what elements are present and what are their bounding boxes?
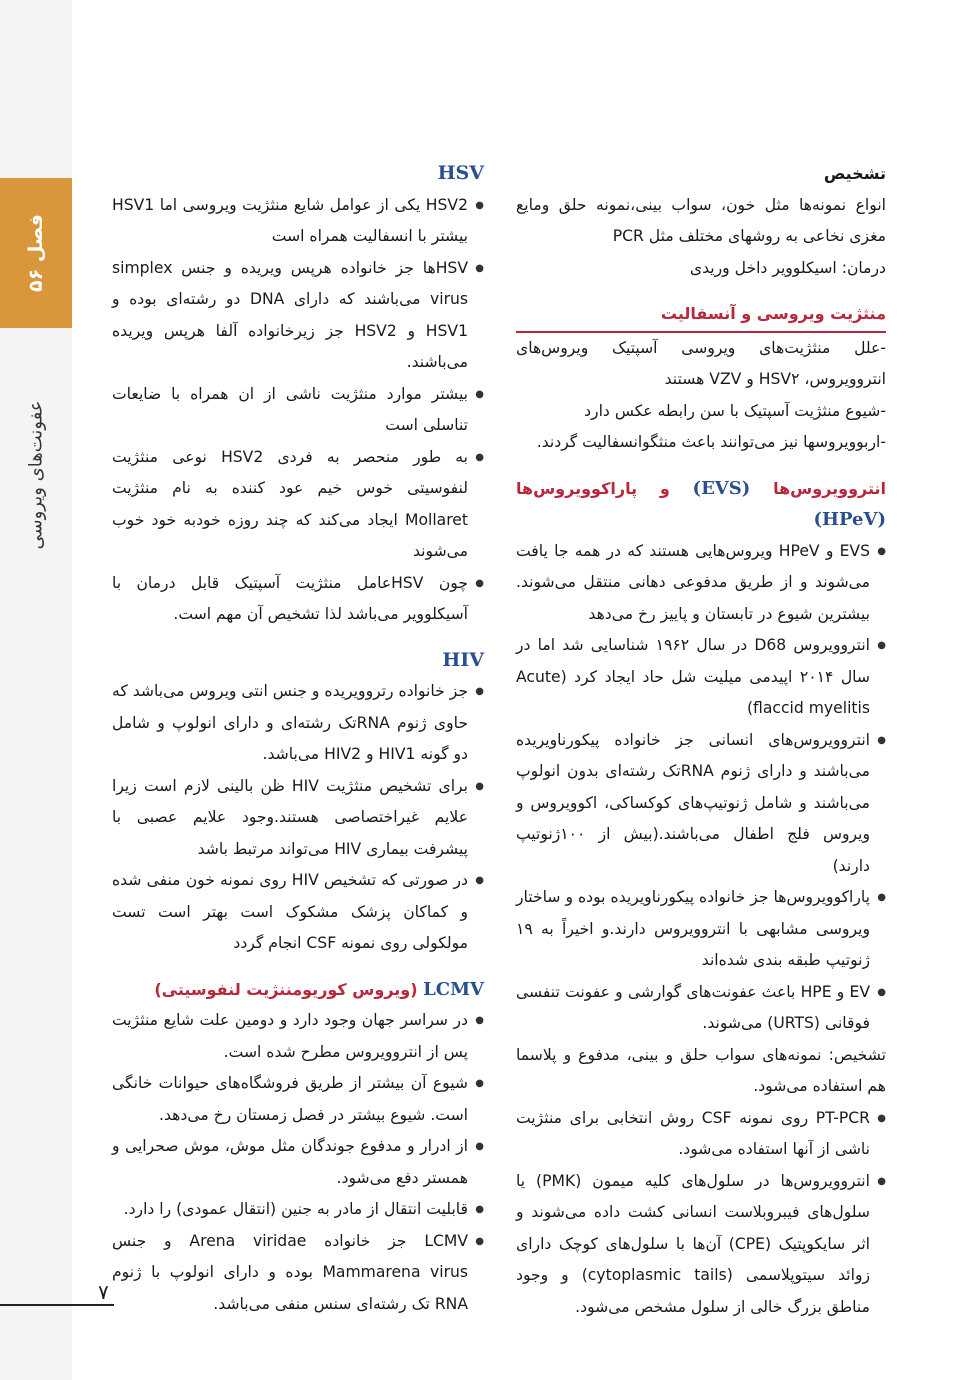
list-item: ● جز خانواده رتروویریده و جنس انتی ویروس می‌باشد که حاوی ژنوم RNAتک رشته‌ای و دارای انولوپ و شامل دو گونه HIV1 و HIV2 می‌باشد.	[112, 676, 484, 771]
list-item: ● بیشتر موارد منثژیت ناشی از ان همراه با ضایعات تناسلی است	[112, 379, 484, 442]
list-item: ● قابلیت انتقال از مادر به جنین (انتقال عمودی) را دارد.	[112, 1194, 484, 1226]
list-item: ● HSV2 یکی از عوامل شایع منثژیت ویروسی اما HSV1 بیشتر با انسفالیت همراه است	[112, 190, 484, 253]
hiv-heading: HIV	[442, 648, 484, 671]
parechovirus-heading-abbr: (HPeV)	[813, 509, 886, 530]
chapter-tab	[0, 178, 72, 328]
right-column	[516, 158, 886, 1323]
chapter-title: عفونت‌های ویروسی	[25, 400, 47, 550]
meningitis-heading: منثژیت ویروسی و آنسفالیت	[516, 298, 886, 333]
list-item: ● انترو‌ویروس‌ها در سلول‌های کلیه میمون (PMK) یا سلول‌های فیبروبلاست انسانی کشت داده می‌شوند و اثر سایکوپتیک (CPE) آن‌ها با سلول‌های کوچک دارای زوائد سیتوپلاسمی (cytoplasmic tails) و وجود مناطق بزرگ خالی از سلول مشخص می‌شود.	[516, 1166, 886, 1324]
meningitis-line: -علل منثژیت‌های ویروسی آسپتیک ویروس‌های انترو‌ویروس، HSV۲ و VZV هستند	[516, 338, 886, 388]
diagnosis-line: انواع نمونه‌ها مثل خون، سواب بینی،نمونه حلق ومایع مغزی نخاعی به روشهای مختلف مثل PCR	[516, 195, 886, 245]
enterovirus-diagnosis-note: تشخیص: نمونه‌های سواب حلق و بینی، مدفوع و پلاسما هم استفاده می‌شود.	[516, 1045, 886, 1095]
list-item: ● به طور منحصر به فردی HSV2 نوعی منثژیت لنفوسیتی خوس خیم عود کننده به نام منثژیت Mollaret ایجاد می‌کند که چند روزه خودبه خود خوب می‌شوند	[112, 442, 484, 568]
enterovirus-heading-abbr: (EVS)	[692, 477, 751, 499]
hiv-list	[112, 676, 484, 960]
list-item: ● EV و HPE باعث عفونت‌های گوارشی و عفونت تنفسی فوقانی (URTS) می‌شوند.	[516, 977, 886, 1040]
list-item: ● انترو‌ویروس D68 در سال ۱۹۶۲ شناسایی شد اما در سال ۲۰۱۴ اپیدمی میلیت شل حاد ایجاد کرد (Acute flaccid myelitis)	[516, 630, 886, 725]
parechovirus-heading-fa: و پاراکوویروس‌ها	[516, 478, 670, 498]
diagnosis-heading: تشخیص	[823, 164, 886, 183]
hsv-list	[112, 190, 484, 631]
list-item: ● انترو‌ویروس‌های انسانی جز خانواده پیکورناویریده می‌باشند و دارای ژنوم RNAتک رشته‌ای بدون انولوپ می‌باشند و شامل ژنوتیپ‌های کوکساکی، اکوویروس و ویروس فلج اطفال می‌باشند.(بیش از ۱۰۰ژنوتیپ دارند)	[516, 725, 886, 883]
list-item: ● از ادرار و مدفوع جوندگان مثل موش، موش صحرایی و همستر دفع می‌شود.	[112, 1131, 484, 1194]
list-item: ● شیوع آن بیشتر از طریق فروشگاه‌های حیوانات خانگی است. شیوع بیشتر در فصل زمستان رخ می‌دهد.	[112, 1068, 484, 1131]
page-number: ۷	[98, 1280, 109, 1304]
list-item: ● پاراکوویروس‌ها جز خانواده پیکورناویریده بوده و ساختار ویروسی مشابهی با انترو‌ویروس دارند.و اخیراً به ۱۹ ژنوتیپ طبقه بندی شده‌اند	[516, 882, 886, 977]
left-column	[112, 158, 484, 1320]
list-item: ● LCMV جز خانواده Arena viridae و جنس Mammarena virus بوده و دارای انولوپ با ژنوم RNA تک رشته‌ای سنس منفی می‌باشد.	[112, 1226, 484, 1321]
list-item: ● چون HSVعامل منثژیت آسپتیک قابل درمان با آسیکلوویر می‌باشد لذا تشخیص آن مهم است.	[112, 568, 484, 631]
list-item: ● PT-PCR روی نمونه CSF روش انتخابی برای منثژیت ناشی از آنها استفاده می‌شود.	[516, 1103, 886, 1166]
lcmv-heading-fa: (ویروس کوریومننژیت لنفوسیتی)	[154, 979, 418, 999]
enterovirus-list	[516, 536, 886, 1040]
treatment-line: درمان: اسیکلوویر داخل وریدی	[689, 258, 886, 277]
meningitis-line: -شیوع منثژیت آسپتیک با سن رابطه عکس دارد	[584, 401, 886, 420]
list-item: ● EVS و HPeV ویروس‌هایی هستند که در همه جا یافت می‌شوند و از طریق مدفوعی دهانی منتقل می‌شوند. بیشترین شیوع در تابستان و پاییز رخ می‌دهد	[516, 536, 886, 631]
lcmv-heading	[112, 974, 484, 1006]
page-number-rule	[0, 1304, 114, 1306]
list-item: ● برای تشخیص منثژیت HIV ظن بالینی لازم است زیرا علایم غیراختصاصی هستند.وجود علایم عصبی با پیشرفت بیماری HIV می‌تواند مرتبط باشد	[112, 771, 484, 866]
meningitis-line: -اربوویروسها نیز می‌توانند باعث منثگوانسفالیت گردند.	[536, 433, 886, 451]
list-item: ● در سراسر جهان وجود دارد و دومین علت شایع منثژیت پس از انترو‌ویروس مطرح شده است.	[112, 1005, 484, 1068]
hsv-heading: HSV	[437, 162, 484, 184]
chapter-label: فصل ۵۶	[25, 214, 47, 292]
enterovirus-heading	[516, 473, 886, 536]
enterovirus-list-2	[516, 1103, 886, 1324]
list-item: ● HSVها جز خانواده هرپس ویریده و جنس simplex virus می‌باشند که دارای DNA دو رشته‌ای بوده و HSV1 و HSV2 جز زیرخانواده آلفا هرپس ویریده می‌باشند.	[112, 253, 484, 379]
enterovirus-heading-fa: انترو‌ویروس‌ها	[773, 478, 887, 498]
lcmv-list	[112, 1005, 484, 1320]
lcmv-heading-abbr: LCMV	[423, 978, 484, 1000]
list-item: ● در صورتی که تشخیص HIV روی نمونه خون منفی شده و کماکان پزشک مشکوک است بهتر است تست مولکولی روی نمونه CSF انجام گردد	[112, 865, 484, 960]
